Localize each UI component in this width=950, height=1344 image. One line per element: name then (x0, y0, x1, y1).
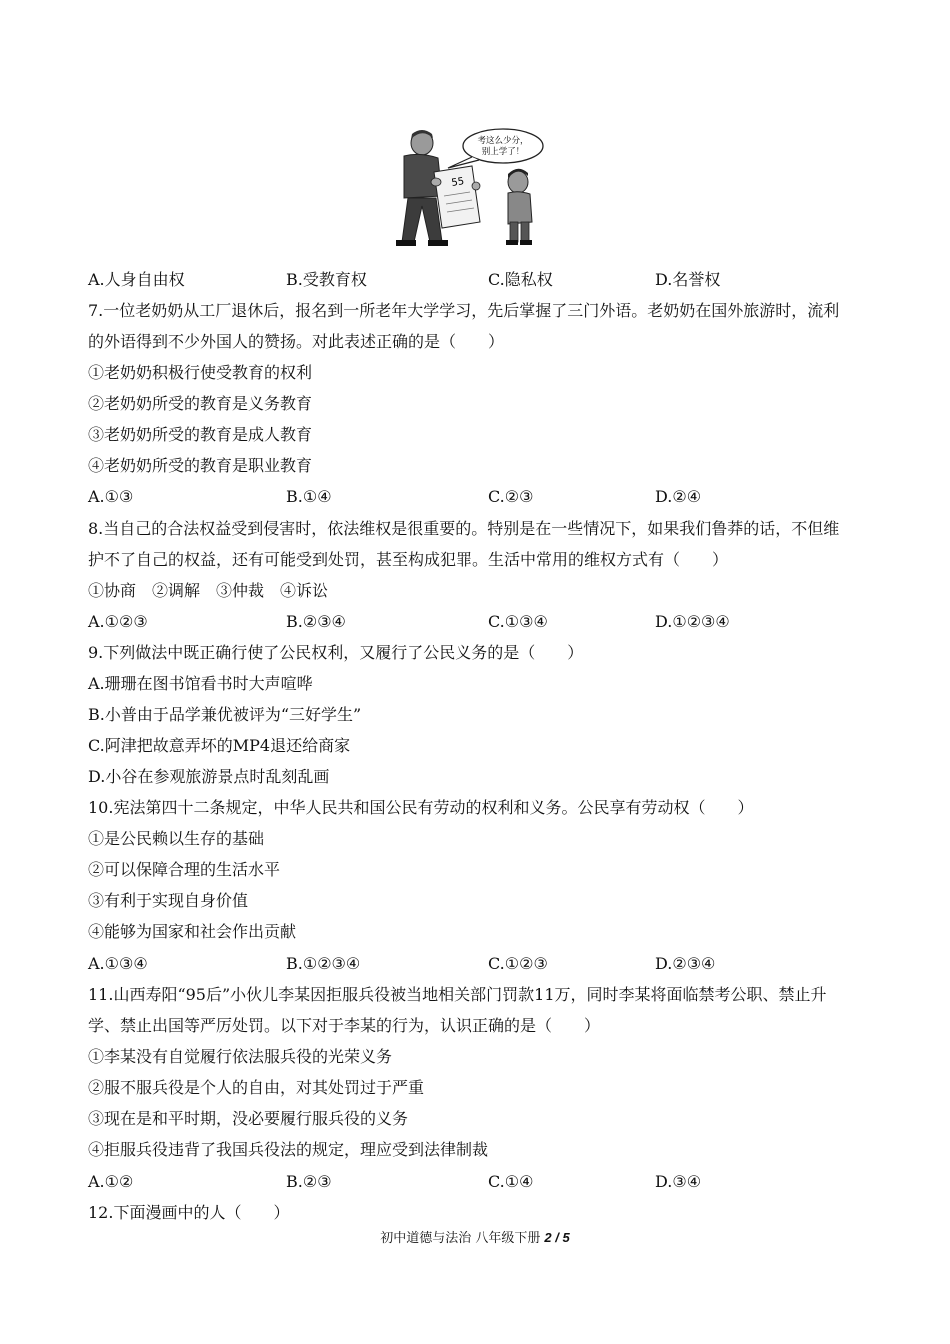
speech-line-1: 考这么少分， (477, 136, 529, 146)
q11-option-c[interactable]: C.①④ (488, 1172, 534, 1191)
q8-option-c[interactable]: C.①③④ (488, 612, 548, 631)
page-number: 2 / 5 (544, 1230, 570, 1245)
q9-option-d[interactable]: D.小谷在参观旅游景点时乱刻乱画 (88, 767, 330, 786)
q10-option-b[interactable]: B.①②③④ (286, 954, 361, 973)
q7-item-4: ④老奶奶所受的教育是职业教育 (88, 456, 313, 475)
q9-option-b[interactable]: B.小普由于品学兼优被评为“三好学生” (88, 705, 362, 724)
q12-stem: 12.下面漫画中的人（ ） (88, 1203, 290, 1222)
q7-option-b[interactable]: B.①④ (286, 487, 332, 506)
q8-option-a[interactable]: A.①②③ (88, 612, 148, 631)
q11-item-2: ②服不服兵役是个人的自由，对其处罚过于严重 (88, 1078, 425, 1097)
q9-option-c[interactable]: C.阿津把故意弄坏的MP4退还给商家 (88, 736, 351, 755)
q10-options (88, 954, 868, 974)
q11-option-b[interactable]: B.②③ (286, 1172, 332, 1191)
q6-option-b[interactable]: B.受教育权 (286, 270, 367, 289)
q11-stem-line-2: 学、禁止出国等严厉处罚。以下对于李某的行为，认识正确的是（ ） (88, 1016, 601, 1035)
q7-options (88, 487, 868, 507)
speech-line-2: 别上学了！ (481, 147, 525, 157)
q11-item-1: ①李某没有自觉履行依法服兵役的光荣义务 (88, 1047, 393, 1066)
q7-item-2: ②老奶奶所受的教育是义务教育 (88, 394, 313, 413)
q10-option-a[interactable]: A.①③④ (88, 954, 148, 973)
q8-option-b[interactable]: B.②③④ (286, 612, 346, 631)
q8-options (88, 612, 868, 632)
q7-option-a[interactable]: A.①③ (88, 487, 134, 506)
page-footer (0, 1229, 950, 1248)
q6-options (88, 270, 868, 290)
q10-option-d[interactable]: D.②③④ (655, 954, 716, 973)
footer-title: 初中道德与法治 八年级下册 (380, 1231, 541, 1246)
q7-option-c[interactable]: C.②③ (488, 487, 534, 506)
q10-option-c[interactable]: C.①②③ (488, 954, 548, 973)
q7-item-3: ③老奶奶所受的教育是成人教育 (88, 425, 313, 444)
q7-stem-line-2: 的外语得到不少外国人的赞扬。对此表述正确的是（ ） (88, 332, 505, 351)
q11-option-d[interactable]: D.③④ (655, 1172, 702, 1191)
q11-options (88, 1172, 868, 1192)
q8-stem-line-2: 护不了自己的权益，还有可能受到处罚，甚至构成犯罪。生活中常用的维权方式有（ ） (88, 550, 729, 569)
q7-stem-line-1: 7.一位老奶奶从工厂退休后，报名到一所老年大学学习，先后掌握了三门外语。老奶奶在国外旅游时，流利 (88, 301, 840, 320)
q10-item-1: ①是公民赖以生存的基础 (88, 829, 265, 848)
q8-stem-line-1: 8.当自己的合法权益受到侵害时，依法维权是很重要的。特别是在一些情况下，如果我们鲁莽的话，不但维 (88, 519, 840, 538)
q11-stem-line-1: 11.山西寿阳“95后”小伙儿李某因拒服兵役被当地相关部门罚款11万，同时李某将面临禁考公职、禁止升 (88, 985, 827, 1004)
paper-score: 55 (450, 176, 466, 189)
q7-option-d[interactable]: D.②④ (655, 487, 702, 506)
q7-item-1: ①老奶奶积极行使受教育的权利 (88, 363, 313, 382)
q8-items: ①协商 ②调解 ③仲裁 ④诉讼 (88, 581, 329, 600)
q9-stem: 9.下列做法中既正确行使了公民权利，又履行了公民义务的是（ ） (88, 643, 584, 662)
q9-option-a[interactable]: A.珊珊在图书馆看书时大声喧哗 (88, 674, 313, 693)
cartoon-illustration (390, 126, 550, 250)
q8-option-d[interactable]: D.①②③④ (655, 612, 730, 631)
q10-item-4: ④能够为国家和社会作出贡献 (88, 922, 297, 941)
q10-item-3: ③有利于实现自身价值 (88, 891, 249, 910)
q11-item-4: ④拒服兵役违背了我国兵役法的规定，理应受到法律制裁 (88, 1140, 489, 1159)
q6-option-a[interactable]: A.人身自由权 (88, 270, 185, 289)
q10-item-2: ②可以保障合理的生活水平 (88, 860, 281, 879)
q10-stem: 10.宪法第四十二条规定，中华人民共和国公民有劳动的权利和义务。公民享有劳动权（ ） (88, 798, 754, 817)
q6-option-c[interactable]: C.隐私权 (488, 270, 553, 289)
q11-option-a[interactable]: A.①② (88, 1172, 134, 1191)
q6-option-d[interactable]: D.名誉权 (655, 270, 721, 289)
q11-item-3: ③现在是和平时期，没必要履行服兵役的义务 (88, 1109, 409, 1128)
